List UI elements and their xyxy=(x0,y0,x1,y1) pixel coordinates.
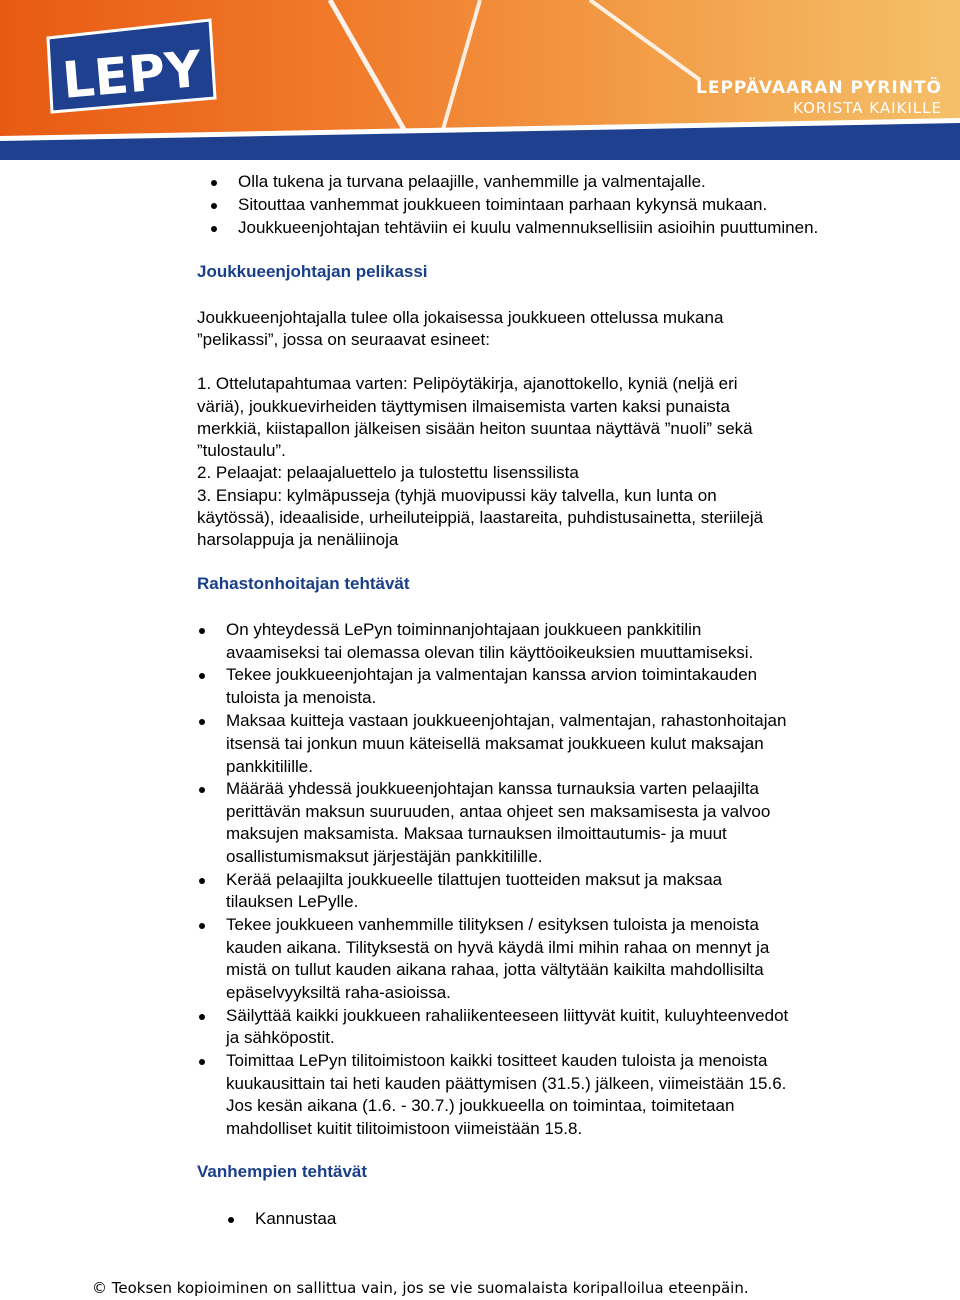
list-item: Määrää yhdessä joukkueenjohtajan kanssa turnauksia varten pelaajilta xyxy=(226,779,760,798)
section-heading-vanhemmat: Vanhempien tehtävät xyxy=(197,1162,368,1181)
list-item: osallistumismaksut järjestäjän pankkitilille. xyxy=(226,847,543,866)
numbered-line: 1. Ottelutapahtumaa varten: Pelipöytäkirja, ajanottokello, kyniä (neljä eri xyxy=(197,374,738,393)
list-item: tuloista ja menoista. xyxy=(226,688,377,707)
numbered-line: harsolappuja ja nenäliinoja xyxy=(197,530,399,549)
bullet-icon xyxy=(199,1059,205,1065)
section-heading-rahastonhoitaja: Rahastonhoitajan tehtävät xyxy=(197,574,410,593)
list-item: Säilyttää kaikki joukkueen rahaliikenteeseen liittyvät kuitit, kuluyhteenvedot xyxy=(226,1006,789,1025)
list-item: kauden aikana. Tilityksestä on hyvä käydä ilmi mihin rahaa on mennyt ja xyxy=(226,938,770,957)
list-item: Jos kesän aikana (1.6. - 30.7.) joukkueella on toimintaa, toimitetaan xyxy=(226,1096,735,1115)
list-item: Toimittaa LePyn tilitoimistoon kaikki tositteet kauden tuloista ja menoista xyxy=(226,1051,768,1070)
numbered-line: merkkiä, kiistapallon jälkeisen sisään heiton suuntaa näyttävä ”nuoli” sekä xyxy=(197,419,753,438)
list-item: Kerää pelaajilta joukkueelle tilattujen tuotteiden maksut ja maksaa xyxy=(226,870,723,889)
list-item: On yhteydessä LePyn toiminnanjohtajaan joukkueen pankkitilin xyxy=(226,620,702,639)
list-item: Sitouttaa vanhemmat joukkueen toimintaan parhaan kykynsä mukaan. xyxy=(238,195,768,214)
numbered-line: 3. Ensiapu: kylmäpusseja (tyhjä muovipussi käy talvella, kun lunta on xyxy=(197,486,717,505)
bullet-icon xyxy=(228,1217,234,1223)
paragraph-line: Joukkueenjohtajalla tulee olla jokaisessa joukkueen ottelussa mukana xyxy=(197,308,724,327)
list-item: epäselvyyksiltä raha-asioissa. xyxy=(226,983,451,1002)
bullet-icon xyxy=(199,878,205,884)
list-item: ja sähköpostit. xyxy=(226,1028,335,1047)
brand-slogan: KORISTA KAIKILLE xyxy=(793,99,942,117)
numbered-line: väriä), joukkuevirheiden täyttymisen ilmaisemista varten kaksi punaista xyxy=(197,397,730,416)
list-item: mistä on tullut kauden aikana rahaa, jotta vältytään kaikilta mahdollisilta xyxy=(226,960,764,979)
bullet-icon xyxy=(211,203,217,209)
bullet-icon xyxy=(199,628,205,634)
bullet-icon xyxy=(211,226,217,232)
list-item: perittävän maksun suuruuden, antaa ohjeet sen maksamisesta ja valvoo xyxy=(226,802,771,821)
list-item: avaamiseksi tai olemassa olevan tilin käyttöoikeuksien muuttamiseksi. xyxy=(226,643,754,662)
numbered-line: 2. Pelaajat: pelaajaluettelo ja tulostettu lisenssilista xyxy=(197,463,579,482)
list-item: kuukausittain tai heti kauden päättymisen (31.5.) jälkeen, viimeistään 15.6. xyxy=(226,1074,787,1093)
bullet-icon xyxy=(199,1014,205,1020)
bullet-icon xyxy=(211,180,217,186)
list-item: Tekee joukkueenjohtajan ja valmentajan kanssa arvion toimintakauden xyxy=(226,665,758,684)
footer-copyright: © Teoksen kopioiminen on sallittua vain, jos se vie suomalaista koripalloilua eteenpäin. xyxy=(92,1279,749,1297)
list-item: Joukkueenjohtajan tehtäviin ei kuulu valmennuksellisiin asioihin puuttuminen. xyxy=(238,218,819,237)
lepy-logo xyxy=(48,20,215,112)
list-item: Maksaa kuitteja vastaan joukkueenjohtajan, valmentajan, rahastonhoitajan xyxy=(226,711,787,730)
paragraph-line: ”pelikassi”, jossa on seuraavat esineet: xyxy=(197,330,490,349)
header-banner xyxy=(0,0,960,160)
list-item: tilauksen LePylle. xyxy=(226,892,359,911)
numbered-line: käytössä), ideaaliside, urheiluteippiä, laastareita, puhdistusainetta, steriilejä xyxy=(197,508,764,527)
list-item: Tekee joukkueen vanhemmille tilityksen / esityksen tuloista ja menoista xyxy=(226,915,759,934)
list-item: itsensä tai jonkun muun käteisellä maksamat joukkueen kulut maksajan xyxy=(226,734,764,753)
section-heading-pelikassi: Joukkueenjohtajan pelikassi xyxy=(197,262,428,281)
brand-name: LEPPÄVAARAN PYRINTÖ xyxy=(696,78,942,98)
bullet-icon xyxy=(199,673,205,679)
list-item: Olla tukena ja turvana pelaajille, vanhemmille ja valmentajalle. xyxy=(238,172,706,191)
bullet-icon xyxy=(199,719,205,725)
list-item: Kannustaa xyxy=(255,1209,337,1228)
list-item: mahdolliset kuitit tilitoimistoon viimeistään 15.8. xyxy=(226,1119,583,1138)
logo-text: LEPY xyxy=(60,39,204,110)
bullet-icon xyxy=(199,787,205,793)
list-item: maksujen maksamista. Maksaa turnauksen ilmoittautumis- ja muut xyxy=(226,824,727,843)
numbered-line: ”tulostaulu”. xyxy=(197,441,286,460)
list-item: pankkitilille. xyxy=(226,757,313,776)
bullet-icon xyxy=(199,923,205,929)
